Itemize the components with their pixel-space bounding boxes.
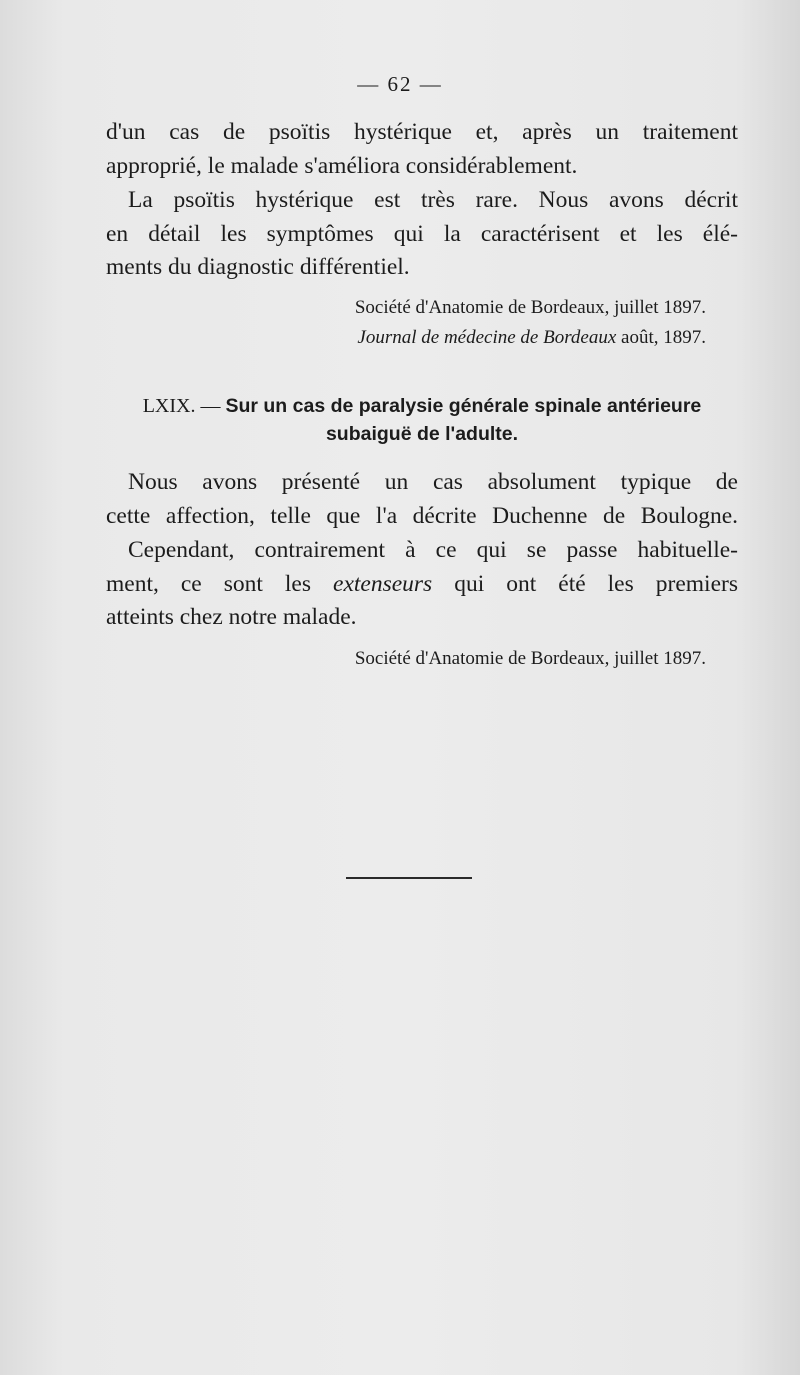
text-line: cette affection, telle que l'a décrite Duchenne de Boulogne. bbox=[106, 502, 738, 529]
text-line: Cependant, contrairement à ce qui se passe habituelle- bbox=[128, 537, 738, 563]
section-number: LXIX. — bbox=[142, 395, 226, 417]
journal-title: Journal de médecine de Bordeaux bbox=[357, 327, 617, 348]
paragraph-4 bbox=[106, 534, 738, 635]
section-title-line1: Sur un cas de paralysie générale spinale antérieure bbox=[225, 395, 702, 417]
section-title-line2: subaiguë de l'adulte. bbox=[325, 423, 519, 445]
paragraph-3 bbox=[106, 466, 738, 533]
text-segment: ment, ce sont les bbox=[106, 570, 334, 597]
emphasis-word: extenseurs bbox=[333, 570, 433, 597]
paragraph-1 bbox=[106, 116, 738, 183]
reference-2 bbox=[355, 648, 706, 670]
reference-1 bbox=[355, 297, 706, 349]
text-line: d'un cas de psoïtis hystérique et, après un traitement bbox=[106, 119, 738, 145]
reference-line: Société d'Anatomie de Bordeaux, juillet 1897. bbox=[354, 648, 706, 669]
bleed-through-text bbox=[130, 760, 750, 792]
section-heading bbox=[106, 392, 738, 448]
text-segment: qui ont été les premiers bbox=[432, 570, 738, 597]
reference-line: Société d'Anatomie de Bordeaux, juillet 1897. bbox=[354, 297, 706, 318]
text-line: La psoïtis hystérique est très rare. Nous avons décrit bbox=[128, 187, 738, 213]
text-line: atteints chez notre malade. bbox=[106, 604, 357, 630]
page-number: — 62 — bbox=[357, 72, 443, 96]
reference-line-journal bbox=[355, 327, 706, 349]
journal-date: août, 1897. bbox=[616, 327, 706, 348]
end-rule bbox=[346, 877, 472, 879]
text-line bbox=[106, 568, 738, 602]
paragraph-2 bbox=[106, 184, 738, 285]
text-line: ments du diagnostic différentiel. bbox=[106, 254, 410, 280]
text-line: en détail les symptômes qui la caractérisent et les élé- bbox=[106, 220, 738, 247]
text-line: approprié, le malade s'améliora considérablement. bbox=[106, 152, 578, 179]
text-line: Nous avons présenté un cas absolument typique de bbox=[128, 469, 738, 495]
